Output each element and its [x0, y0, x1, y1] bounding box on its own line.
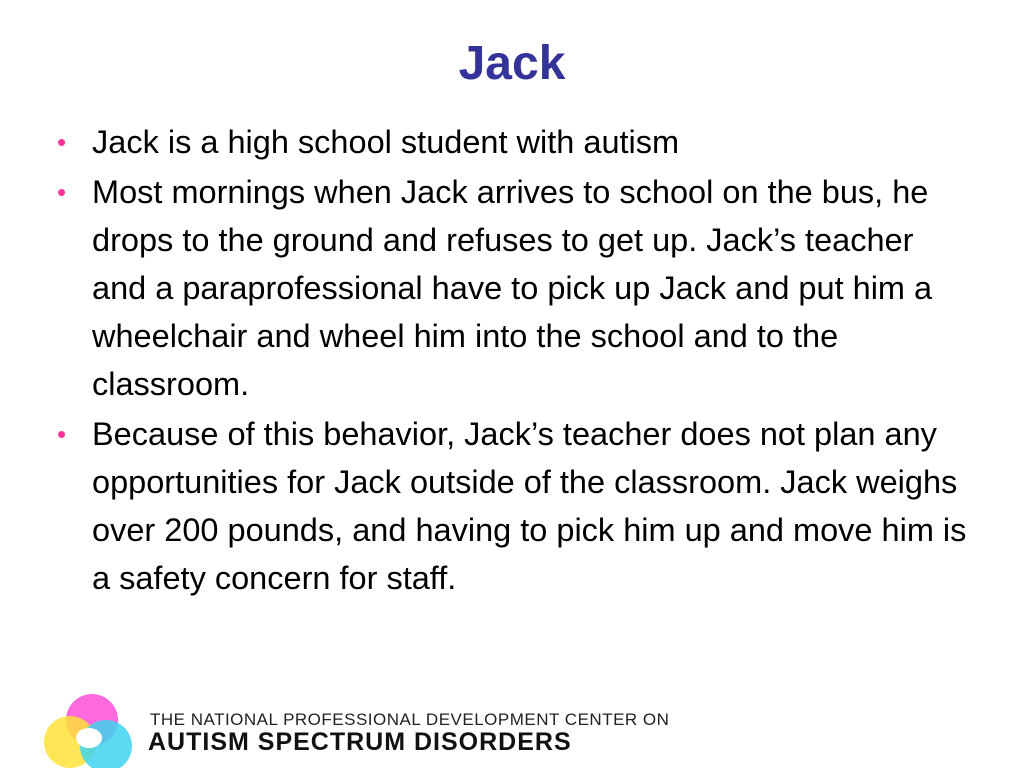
bullet-text: Because of this behavior, Jack’s teacher does not plan any opportunities for Jack outside of the classroom. Jack weighs over 200 pounds, and having to pick him up and move him is a safety concern for staff.	[92, 416, 967, 596]
overlapping-circles-logo-icon	[40, 692, 140, 768]
logo-line-1: THE NATIONAL PROFESSIONAL DEVELOPMENT CENTER ON	[150, 710, 670, 729]
bullet-icon: •	[57, 127, 67, 157]
organization-logo	[40, 692, 680, 768]
bullet-text: Most mornings when Jack arrives to school on the bus, he drops to the ground and refuses to get up. Jack’s teacher and a paraprofessional have to pick up Jack and put him a wheelchair and wheel him into the school and to the classroom.	[92, 174, 933, 402]
logo-line-2: AUTISM SPECTRUM DISORDERS	[148, 728, 572, 756]
bullet-list	[50, 118, 970, 604]
bullet-item	[50, 118, 970, 166]
bullet-icon: •	[57, 177, 67, 207]
slide-title: Jack	[458, 37, 566, 90]
bullet-item	[50, 410, 970, 602]
bullet-item	[50, 168, 970, 408]
bullet-icon: •	[57, 419, 67, 449]
bullet-text: Jack is a high school student with autism	[92, 124, 680, 160]
